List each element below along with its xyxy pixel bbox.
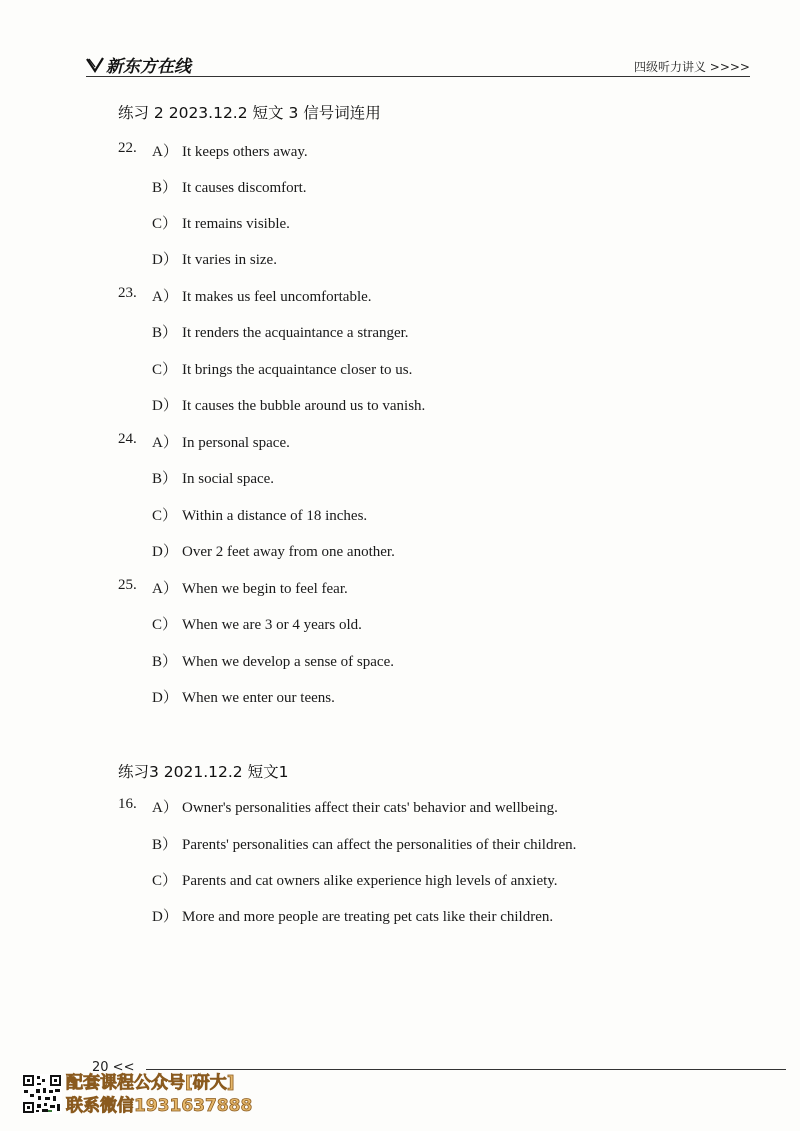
option-line	[152, 650, 394, 671]
qr-code-icon	[22, 1074, 62, 1114]
option-line	[152, 212, 290, 233]
option-text: More and more people are treating pet cats like their children.	[182, 909, 554, 925]
option-line	[152, 285, 372, 306]
option-line	[152, 869, 558, 890]
page-header	[86, 48, 750, 78]
option-text: It brings the acquaintance closer to us.	[182, 362, 413, 378]
option-letter: A）	[152, 435, 178, 451]
option-text: It makes us feel uncomfortable.	[182, 289, 372, 305]
option-text: Owner's personalities affect their cats' behavior and wellbeing.	[182, 800, 558, 816]
option-line	[152, 905, 553, 926]
option-letter: B）	[152, 325, 178, 341]
footer-divider	[146, 1069, 786, 1070]
option-text: It causes the bubble around us to vanish.	[182, 398, 426, 414]
logo-mark-icon	[86, 56, 104, 74]
option-text: Parents' personalities can affect the personalities of their children.	[182, 837, 577, 853]
option-text: In personal space.	[182, 435, 290, 451]
option-line	[152, 358, 412, 379]
option-line	[152, 321, 409, 342]
option-letter: B）	[152, 180, 178, 196]
option-letter: B）	[152, 654, 178, 670]
option-line	[152, 431, 290, 452]
option-text: Parents and cat owners alike experience high levels of anxiety.	[182, 873, 558, 889]
question-number: 24.	[118, 431, 137, 447]
option-text: When we develop a sense of space.	[182, 654, 394, 670]
option-letter: A）	[152, 581, 178, 597]
option-letter: D）	[152, 544, 178, 560]
page-number: 20 <<	[92, 1060, 135, 1075]
option-text: It renders the acquaintance a stranger.	[182, 325, 409, 341]
option-line	[152, 796, 558, 817]
option-letter: B）	[152, 471, 178, 487]
question-number: 25.	[118, 577, 137, 593]
option-letter: B）	[152, 837, 178, 853]
option-letter: C）	[152, 617, 178, 633]
option-letter: D）	[152, 909, 178, 925]
logo-text: 新东方在线	[106, 57, 191, 77]
header-divider	[86, 76, 750, 77]
question-number: 23.	[118, 285, 137, 301]
option-text: It remains visible.	[182, 216, 290, 232]
option-text: It varies in size.	[182, 252, 277, 268]
option-letter: D）	[152, 690, 178, 706]
option-text: When we begin to feel fear.	[182, 581, 348, 597]
page-footer	[0, 1058, 800, 1131]
section-title: 练习 2 2023.12.2 短文 3 信号词连用	[118, 104, 381, 122]
brand-logo	[86, 52, 191, 77]
option-letter: C）	[152, 216, 178, 232]
handout-title: 四级听力讲义 >>>>	[633, 60, 750, 74]
option-line	[152, 140, 308, 161]
option-text: It causes discomfort.	[182, 180, 307, 196]
option-line	[152, 176, 307, 197]
option-letter: A）	[152, 144, 178, 160]
option-letter: A）	[152, 289, 178, 305]
question-number: 22.	[118, 140, 137, 156]
option-letter: C）	[152, 873, 178, 889]
option-text: When we enter our teens.	[182, 690, 335, 706]
option-text: Within a distance of 18 inches.	[182, 508, 368, 524]
option-line	[152, 248, 277, 269]
option-text: When we are 3 or 4 years old.	[182, 617, 362, 633]
question-number: 16.	[118, 796, 137, 812]
option-letter: C）	[152, 362, 178, 378]
option-line	[152, 540, 395, 561]
option-line	[152, 467, 274, 488]
option-line	[152, 577, 348, 598]
option-line	[152, 833, 576, 854]
option-text: In social space.	[182, 471, 275, 487]
option-line	[152, 686, 335, 707]
promo-text-line1: 配套课程公众号[研大]	[66, 1073, 235, 1093]
option-letter: A）	[152, 800, 178, 816]
option-line	[152, 613, 362, 634]
promo-text-line2: 联系微信1931637888	[66, 1096, 253, 1116]
option-text: It keeps others away.	[182, 144, 308, 160]
option-line	[152, 394, 425, 415]
option-line	[152, 504, 367, 525]
section-title: 练习3 2021.12.2 短文1	[118, 763, 289, 781]
option-text: Over 2 feet away from one another.	[182, 544, 395, 560]
option-letter: C）	[152, 508, 178, 524]
option-letter: D）	[152, 398, 178, 414]
option-letter: D）	[152, 252, 178, 268]
